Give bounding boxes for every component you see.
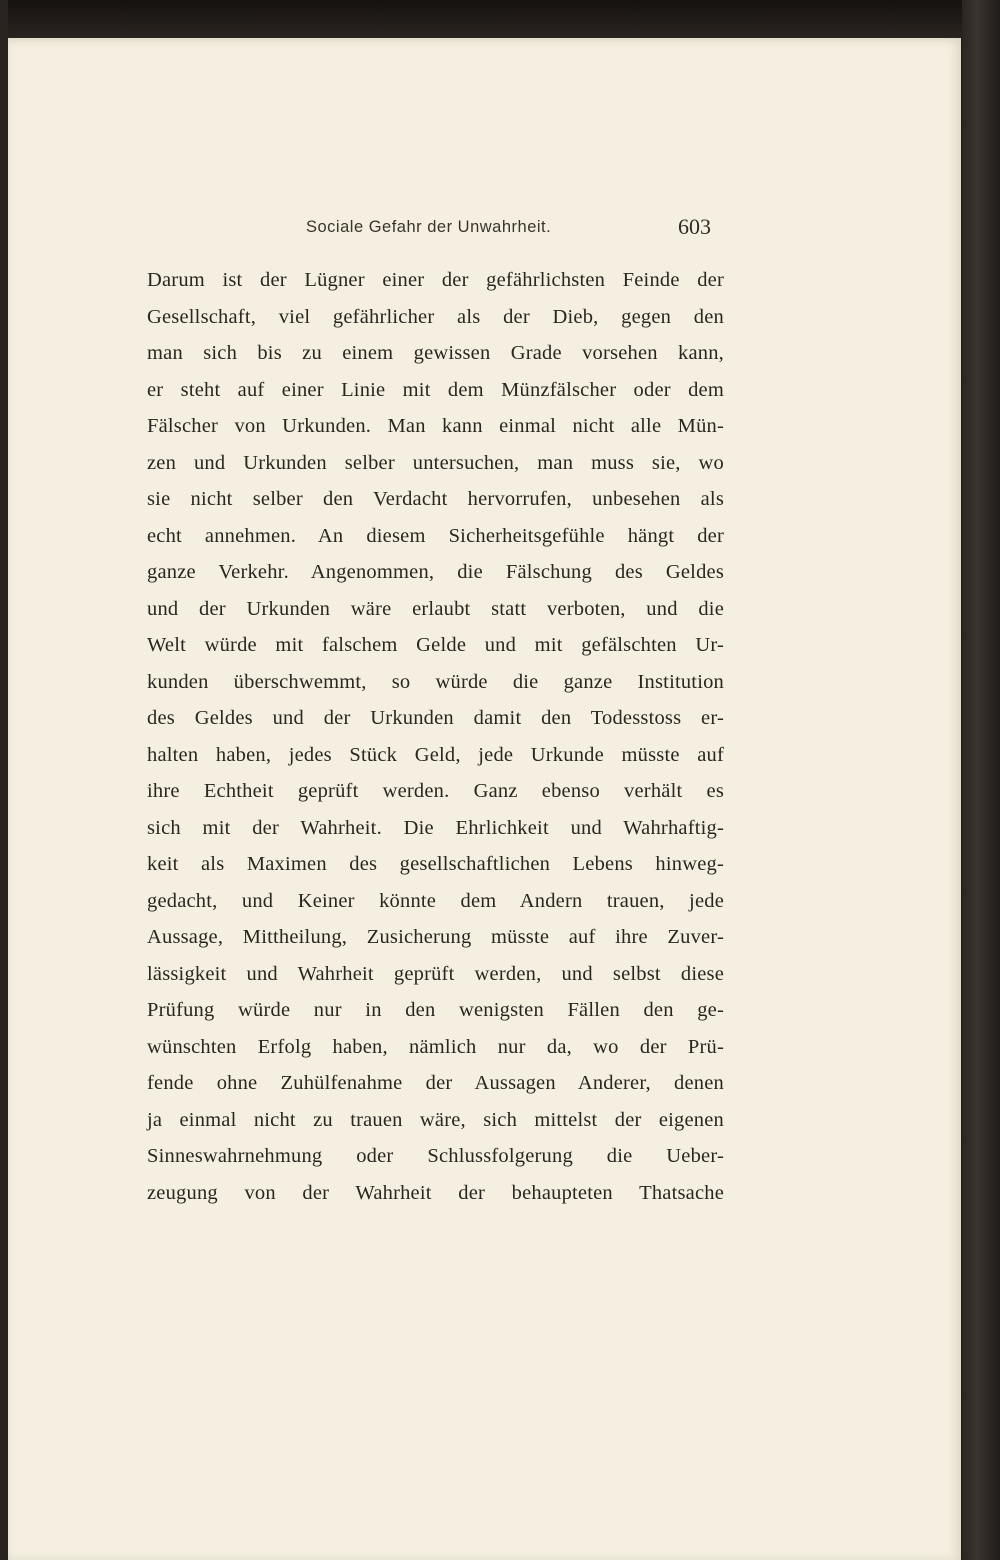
text-line: man sich bis zu einem gewissen Grade vorsehen kann, xyxy=(147,342,724,364)
body-text xyxy=(147,262,724,1211)
text-line: er steht auf einer Linie mit dem Münzfälscher oder dem xyxy=(147,378,724,401)
text-line: Prüfung würde nur in den wenigsten Fällen den ge- xyxy=(147,999,724,1021)
text-line: gedacht, und Keiner könnte dem Andern trauen, jede xyxy=(147,889,724,912)
text-line: Gesellschaft, viel gefährlicher als der Dieb, gegen den xyxy=(147,305,724,328)
text-line: Aussage, Mittheilung, Zusicherung müsste auf ihre Zuver- xyxy=(147,926,724,948)
text-line: lässigkeit und Wahrheit geprüft werden, und selbst diese xyxy=(147,962,724,985)
text-line: kunden überschwemmt, so würde die ganze Institution xyxy=(147,670,724,693)
text-line: ganze Verkehr. Angenommen, die Fälschung des Geldes xyxy=(147,561,724,583)
text-line: und der Urkunden wäre erlaubt statt verboten, und die xyxy=(147,597,724,620)
text-line: wünschten Erfolg haben, nämlich nur da, wo der Prü- xyxy=(147,1035,724,1058)
text-line: zeugung von der Wahrheit der behaupteten Thatsache xyxy=(147,1181,724,1204)
text-line: Darum ist der Lügner einer der gefährlichsten Feinde der xyxy=(147,269,724,291)
running-head xyxy=(8,208,961,248)
text-line: halten haben, jedes Stück Geld, jede Urkunde müsste auf xyxy=(147,743,724,766)
scan-top-edge xyxy=(0,0,1000,38)
text-line: keit als Maximen des gesellschaftlichen Lebens hinweg- xyxy=(147,853,724,875)
running-title: Sociale Gefahr der Unwahrheit. xyxy=(306,218,552,236)
scan-right-edge xyxy=(962,0,1000,1560)
text-line: echt annehmen. An diesem Sicherheitsgefühle hängt der xyxy=(147,524,724,547)
text-line: des Geldes und der Urkunden damit den Todesstoss er- xyxy=(147,707,724,729)
text-line: zen und Urkunden selber untersuchen, man muss sie, wo xyxy=(147,451,724,474)
text-line: ihre Echtheit geprüft werden. Ganz ebenso verhält es xyxy=(147,780,724,802)
text-line: ja einmal nicht zu trauen wäre, sich mittelst der eigenen xyxy=(147,1108,724,1131)
page-number: 603 xyxy=(678,214,711,239)
text-line: Welt würde mit falschem Gelde und mit gefälschten Ur- xyxy=(147,634,724,656)
text-line: sich mit der Wahrheit. Die Ehrlichkeit und Wahrhaftig- xyxy=(147,816,724,839)
text-line: Fälscher von Urkunden. Man kann einmal nicht alle Mün- xyxy=(147,415,724,437)
text-line: Sinneswahrnehmung oder Schlussfolgerung die Ueber- xyxy=(147,1145,724,1167)
book-page xyxy=(8,38,961,1560)
text-line: sie nicht selber den Verdacht hervorrufen, unbesehen als xyxy=(147,488,724,510)
text-line: fende ohne Zuhülfenahme der Aussagen Anderer, denen xyxy=(147,1072,724,1094)
scan-left-edge xyxy=(0,0,8,1560)
